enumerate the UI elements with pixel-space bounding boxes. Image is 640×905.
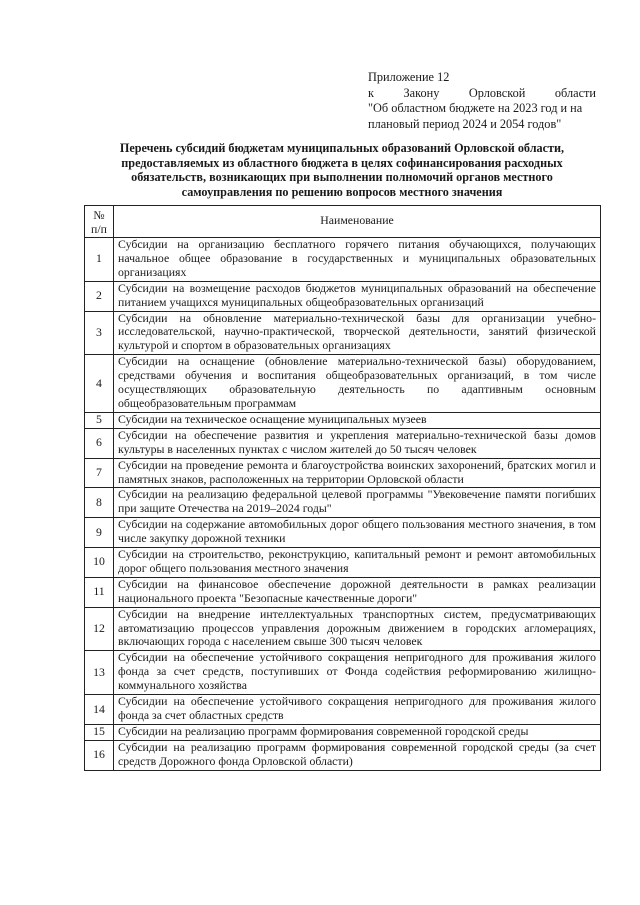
row-number: 5 (85, 412, 114, 428)
table-row (85, 412, 601, 428)
appendix-oblast: области (554, 85, 596, 100)
row-subsidy-name: Субсидии на содержание автомобильных дорог общего пользования местного значения, в том числе закупку дорожной техники (114, 518, 601, 548)
title-line-4: самоуправления по решению вопросов местного значения (181, 184, 503, 199)
row-subsidy-name: Субсидии на обеспечение устойчивого сокращения непригодного для проживания жилого фонда за счет областных средств (114, 695, 601, 725)
row-number: 3 (85, 311, 114, 355)
row-number: 4 (85, 355, 114, 413)
table-row (85, 355, 601, 413)
title-line-2: предоставляемых из областного бюджета в целях софинансирования расходных (121, 155, 563, 170)
row-number: 16 (85, 740, 114, 770)
appendix-law-line (368, 86, 596, 102)
row-number: 14 (85, 695, 114, 725)
row-number: 2 (85, 281, 114, 311)
table-row (85, 651, 601, 695)
row-subsidy-name: Субсидии на обеспечение развития и укрепления материально-технической базы домов культуры в населенных пунктах с числом жителей до 50 тысяч человек (114, 428, 601, 458)
table-row (85, 548, 601, 578)
appendix-law-title-2: плановый период 2024 и 2054 годов" (368, 116, 562, 131)
row-subsidy-name: Субсидии на внедрение интеллектуальных транспортных систем, предусматривающих автоматизацию процессов управления дорожным движением в городских агломерациях, включающих города с населением свыше 300 тысяч человек (114, 607, 601, 651)
row-number: 12 (85, 607, 114, 651)
row-number: 10 (85, 548, 114, 578)
table-row (85, 488, 601, 518)
row-subsidy-name: Субсидии на организацию бесплатного горячего питания обучающихся, получающих начальное общее образование в государственных и муниципальных образовательных организациях (114, 238, 601, 282)
appendix-law-title-1: "Об областном бюджете на 2023 год и на (368, 101, 583, 115)
table-row (85, 724, 601, 740)
table-row (85, 238, 601, 282)
table-header-row (85, 206, 601, 238)
row-subsidy-name: Субсидии на строительство, реконструкцию, капитальный ремонт и ремонт автомобильных дорог общего пользования местного значения (114, 548, 601, 578)
appendix-to: к (368, 85, 374, 100)
row-number: 8 (85, 488, 114, 518)
row-number: 7 (85, 458, 114, 488)
appendix-header (368, 70, 596, 132)
table-row (85, 428, 601, 458)
row-number: 9 (85, 518, 114, 548)
row-subsidy-name: Субсидии на реализацию программ формирования современной городской среды (за счет средств Дорожного фонда Орловской области) (114, 740, 601, 770)
table-row (85, 281, 601, 311)
row-subsidy-name: Субсидии на техническое оснащение муниципальных музеев (114, 412, 601, 428)
document-title (84, 141, 600, 199)
title-line-3: обязательств, возникающих при выполнении полномочий органов местного (131, 170, 553, 184)
subsidies-table (84, 205, 601, 771)
appendix-region: Орловской (468, 85, 526, 100)
row-subsidy-name: Субсидии на реализацию программ формирования современной городской среды (114, 724, 601, 740)
table-row (85, 695, 601, 725)
table-row (85, 518, 601, 548)
table-row (85, 740, 601, 770)
row-subsidy-name: Субсидии на возмещение расходов бюджетов муниципальных образований на обеспечение питанием учащихся муниципальных общеобразовательных организаций (114, 281, 601, 311)
row-number: 15 (85, 724, 114, 740)
appendix-law: Закону (403, 85, 440, 100)
row-number: 11 (85, 577, 114, 607)
row-subsidy-name: Субсидии на проведение ремонта и благоустройства воинских захоронений, братских могил и памятных знаков, расположенных на территории Орловской области (114, 458, 601, 488)
header-number (85, 206, 114, 238)
row-number: 13 (85, 651, 114, 695)
appendix-number: Приложение 12 (368, 70, 450, 84)
row-subsidy-name: Субсидии на обновление материально-технической базы для организации учебно-исследовательской, научно-практической, творческой деятельности, занятий физической культурой и спортом в образовательных организациях (114, 311, 601, 355)
table-row (85, 458, 601, 488)
header-name: Наименование (114, 206, 601, 238)
title-line-1: Перечень субсидий бюджетам муниципальных образований Орловской области, (119, 141, 565, 155)
header-number-sign: № (93, 207, 105, 222)
table-row (85, 577, 601, 607)
table-body (85, 238, 601, 771)
row-number: 6 (85, 428, 114, 458)
table-row (85, 607, 601, 651)
row-subsidy-name: Субсидии на обеспечение устойчивого сокращения непригодного для проживания жилого фонда за счет средств, поступивших от Фонда содействия реформированию жилищно-коммунального хозяйства (114, 651, 601, 695)
header-number-abbr: п/п (91, 221, 107, 236)
row-number: 1 (85, 238, 114, 282)
row-subsidy-name: Субсидии на финансовое обеспечение дорожной деятельности в рамках реализации национального проекта "Безопасные качественные дороги" (114, 577, 601, 607)
table-row (85, 311, 601, 355)
row-subsidy-name: Субсидии на оснащение (обновление материально-технической базы) оборудованием, средствами обучения и воспитания общеобразовательных организаций, в том числе осуществляющих образовательную деятельность по адаптивным основным общеобразовательным программам (114, 355, 601, 413)
row-subsidy-name: Субсидии на реализацию федеральной целевой программы "Увековечение памяти погибших при защите Отечества на 2019–2024 годы" (114, 488, 601, 518)
